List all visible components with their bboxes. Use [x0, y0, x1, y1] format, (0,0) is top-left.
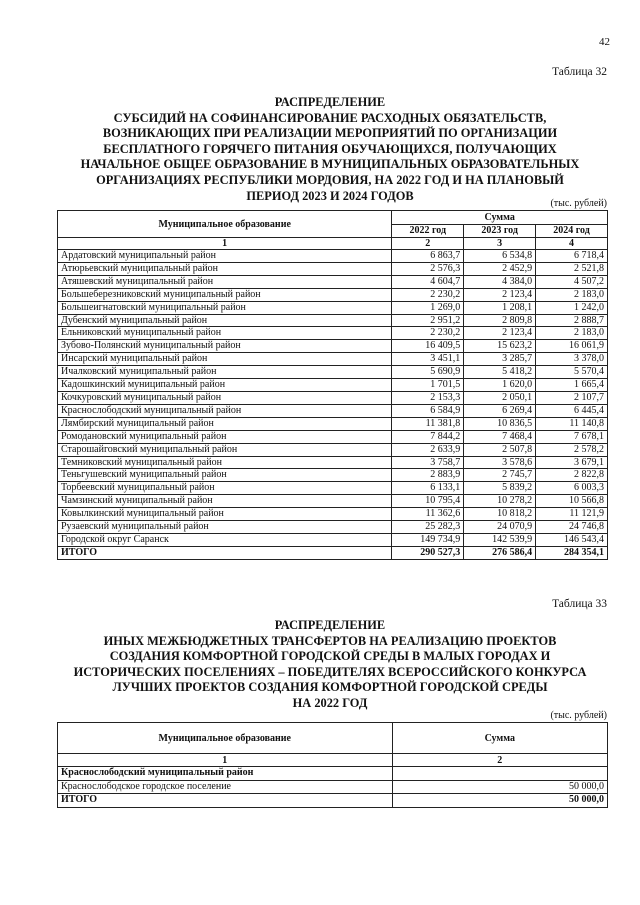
- section-row: [58, 767, 608, 781]
- amount-cell: 10 836,5: [464, 417, 536, 430]
- amount-cell: 2 230,2: [392, 327, 464, 340]
- amount-cell: 2 951,2: [392, 314, 464, 327]
- total-row: [58, 794, 608, 808]
- amount-cell: 6 133,1: [392, 482, 464, 495]
- table-row: [58, 417, 608, 430]
- amount-cell: 5 839,2: [464, 482, 536, 495]
- amount-cell: 149 734,9: [392, 533, 464, 546]
- col-number: 4: [536, 238, 608, 250]
- amount-cell: 6 534,8: [464, 250, 536, 263]
- table-row: [58, 301, 608, 314]
- amount-cell: 2 153,3: [392, 391, 464, 404]
- amount-cell: 6 445,4: [536, 404, 608, 417]
- municipality-cell: Кочкуровский муниципальный район: [58, 391, 392, 404]
- amount-cell: 11 381,8: [392, 417, 464, 430]
- col-header-sum: Сумма: [392, 723, 607, 754]
- amount-cell: 2 230,2: [392, 288, 464, 301]
- amount-cell: 6 718,4: [536, 250, 608, 263]
- title-line: БЕСПЛАТНОГО ГОРЯЧЕГО ПИТАНИЯ ОБУЧАЮЩИХСЯ, ПОЛУЧАЮЩИХ: [103, 141, 557, 156]
- amount-cell: 7 468,4: [464, 430, 536, 443]
- amount-cell: 3 578,6: [464, 456, 536, 469]
- table-row: [58, 508, 608, 521]
- col-header-year: 2024 год: [536, 224, 608, 238]
- amount-cell: 2 888,7: [536, 314, 608, 327]
- table-row: [58, 443, 608, 456]
- amount-cell: 11 362,6: [392, 508, 464, 521]
- title-line: РАСПРЕДЕЛЕНИЕ: [274, 618, 386, 632]
- municipality-cell: Лямбирский муниципальный район: [58, 417, 392, 430]
- col-header-municipality: Муниципальное образование: [58, 723, 393, 754]
- municipality-cell: Ельниковский муниципальный район: [58, 327, 392, 340]
- title-line: ПЕРИОД 2023 И 2024 ГОДОВ: [246, 188, 414, 203]
- amount-cell: 146 543,4: [536, 533, 608, 546]
- amount-cell: 5 690,9: [392, 366, 464, 379]
- amount-cell: 2 578,2: [536, 443, 608, 456]
- amount-cell: 10 278,2: [464, 495, 536, 508]
- amount-cell: 1 208,1: [464, 301, 536, 314]
- amount-cell: 2 809,8: [464, 314, 536, 327]
- amount-cell: 6 584,9: [392, 404, 464, 417]
- municipality-cell: Краснослободское городское поселение: [58, 780, 393, 794]
- amount-cell: 24 746,8: [536, 521, 608, 534]
- municipality-cell: Городской округ Саранск: [58, 533, 392, 546]
- table-32-label: Таблица 32: [552, 66, 607, 78]
- table-row: [58, 533, 608, 546]
- amount-cell: 10 566,8: [536, 495, 608, 508]
- municipality-cell: Ромодановский муниципальный район: [58, 430, 392, 443]
- municipality-cell: Ардатовский муниципальный район: [58, 250, 392, 263]
- amount-cell: 10 795,4: [392, 495, 464, 508]
- municipality-cell: Темниковский муниципальный район: [58, 456, 392, 469]
- amount-cell: 3 758,7: [392, 456, 464, 469]
- table-row: [58, 250, 608, 263]
- municipality-cell: Большеберезниковский муниципальный район: [58, 288, 392, 301]
- amount-cell: 4 604,7: [392, 275, 464, 288]
- table-row: [58, 327, 608, 340]
- table-row: [58, 469, 608, 482]
- amount-cell: 142 539,9: [464, 533, 536, 546]
- table-32-unit: (тыс. рублей): [550, 198, 607, 209]
- amount-cell: 3 451,1: [392, 353, 464, 366]
- table-row: [58, 379, 608, 392]
- table-33: [57, 722, 608, 808]
- amount-cell: 2 183,0: [536, 288, 608, 301]
- amount-cell: 50 000,0: [392, 794, 607, 808]
- amount-cell: 4 507,2: [536, 275, 608, 288]
- table-row: [58, 521, 608, 534]
- table-row: [58, 314, 608, 327]
- amount-cell: 16 061,9: [536, 340, 608, 353]
- amount-cell: 5 418,2: [464, 366, 536, 379]
- amount-cell: 2 507,8: [464, 443, 536, 456]
- municipality-cell: Инсарский муниципальный район: [58, 353, 392, 366]
- amount-cell: 50 000,0: [392, 780, 607, 794]
- col-number: 2: [392, 754, 607, 767]
- col-number: 1: [58, 754, 393, 767]
- amount-cell: 7 844,2: [392, 430, 464, 443]
- municipality-cell: ИТОГО: [58, 794, 393, 808]
- amount-cell: 1 701,5: [392, 379, 464, 392]
- municipality-cell: Краснослободский муниципальный район: [58, 404, 392, 417]
- amount-cell: 2 123,4: [464, 288, 536, 301]
- title-line: СОЗДАНИЯ КОМФОРТНОЙ ГОРОДСКОЙ СРЕДЫ В МАЛЫХ ГОРОДАХ И: [109, 649, 551, 664]
- amount-cell: 2 883,9: [392, 469, 464, 482]
- municipality-cell: Кадошкинский муниципальный район: [58, 379, 392, 392]
- table-row: [58, 430, 608, 443]
- amount-cell: 3 285,7: [464, 353, 536, 366]
- amount-cell: 1 665,4: [536, 379, 608, 392]
- page-number: 42: [599, 36, 610, 48]
- municipality-cell: ИТОГО: [58, 546, 392, 559]
- amount-cell: 5 570,4: [536, 366, 608, 379]
- table-row: [58, 262, 608, 275]
- municipality-cell: Атюрьевский муниципальный район: [58, 262, 392, 275]
- title-line: ОРГАНИЗАЦИЯХ РЕСПУБЛИКИ МОРДОВИЯ, НА 2022 ГОД И НА ПЛАНОВЫЙ: [96, 172, 564, 187]
- empty-cell: [392, 767, 607, 781]
- table-row: [58, 456, 608, 469]
- table-row: [58, 353, 608, 366]
- col-number: 1: [58, 238, 392, 250]
- amount-cell: 10 818,2: [464, 508, 536, 521]
- amount-cell: 1 242,0: [536, 301, 608, 314]
- municipality-cell: Зубово-Полянский муниципальный район: [58, 340, 392, 353]
- amount-cell: 1 620,0: [464, 379, 536, 392]
- table-row: [58, 275, 608, 288]
- amount-cell: 11 140,8: [536, 417, 608, 430]
- municipality-cell: Ковылкинский муниципальный район: [58, 508, 392, 521]
- amount-cell: 6 269,4: [464, 404, 536, 417]
- municipality-cell: Атяшевский муниципальный район: [58, 275, 392, 288]
- municipality-cell: Дубенский муниципальный район: [58, 314, 392, 327]
- table-33-label: Таблица 33: [552, 598, 607, 610]
- section-title: Краснослободский муниципальный район: [58, 767, 393, 781]
- amount-cell: 15 623,2: [464, 340, 536, 353]
- table-32-title: [40, 95, 620, 204]
- amount-cell: 11 121,9: [536, 508, 608, 521]
- municipality-cell: Большеигнатовский муниципальный район: [58, 301, 392, 314]
- col-header-year: 2022 год: [392, 224, 464, 238]
- table-33-title: [40, 618, 620, 712]
- amount-cell: 4 384,0: [464, 275, 536, 288]
- municipality-cell: Рузаевский муниципальный район: [58, 521, 392, 534]
- title-line: ИСТОРИЧЕСКИХ ПОСЕЛЕНИЯХ – ПОБЕДИТЕЛЯХ ВСЕРОССИЙСКОГО КОНКУРСА: [73, 664, 587, 679]
- amount-cell: 2 633,9: [392, 443, 464, 456]
- amount-cell: 2 521,8: [536, 262, 608, 275]
- amount-cell: 3 378,0: [536, 353, 608, 366]
- table-row: [58, 340, 608, 353]
- amount-cell: 2 822,8: [536, 469, 608, 482]
- title-line: СУБСИДИЙ НА СОФИНАНСИРОВАНИЕ РАСХОДНЫХ ОБЯЗАТЕЛЬСТВ,: [113, 110, 547, 125]
- title-line: НАЧАЛЬНОЕ ОБЩЕЕ ОБРАЗОВАНИЕ В МУНИЦИПАЛЬНЫХ ОБРАЗОВАТЕЛЬНЫХ: [80, 157, 580, 172]
- municipality-cell: Теньгушевский муниципальный район: [58, 469, 392, 482]
- title-line: ВОЗНИКАЮЩИХ ПРИ РЕАЛИЗАЦИИ МЕРОПРИЯТИЙ ПО ОРГАНИЗАЦИИ: [102, 126, 558, 141]
- amount-cell: 2 123,4: [464, 327, 536, 340]
- col-header-year: 2023 год: [464, 224, 536, 238]
- table-row: [58, 391, 608, 404]
- municipality-cell: Торбеевский муниципальный район: [58, 482, 392, 495]
- col-header-sum: Сумма: [392, 211, 608, 225]
- table-33-unit: (тыс. рублей): [550, 710, 607, 721]
- title-line: НА 2022 ГОД: [292, 695, 368, 710]
- amount-cell: 2 576,3: [392, 262, 464, 275]
- municipality-cell: Ичалковский муниципальный район: [58, 366, 392, 379]
- title-line: ИНЫХ МЕЖБЮДЖЕТНЫХ ТРАНСФЕРТОВ НА РЕАЛИЗАЦИЮ ПРОЕКТОВ: [103, 633, 557, 648]
- amount-cell: 16 409,5: [392, 340, 464, 353]
- col-header-municipality: Муниципальное образование: [58, 211, 392, 238]
- amount-cell: 6 003,3: [536, 482, 608, 495]
- title-line: ЛУЧШИХ ПРОЕКТОВ СОЗДАНИЯ КОМФОРТНОЙ ГОРОДСКОЙ СРЕДЫ: [112, 680, 548, 695]
- amount-cell: 2 745,7: [464, 469, 536, 482]
- amount-cell: 25 282,3: [392, 521, 464, 534]
- amount-cell: 6 863,7: [392, 250, 464, 263]
- amount-cell: 2 183,0: [536, 327, 608, 340]
- amount-cell: 1 269,0: [392, 301, 464, 314]
- amount-cell: 3 679,1: [536, 456, 608, 469]
- col-number: 3: [464, 238, 536, 250]
- amount-cell: 7 678,1: [536, 430, 608, 443]
- municipality-cell: Чамзинский муниципальный район: [58, 495, 392, 508]
- table-row: [58, 288, 608, 301]
- amount-cell: 2 452,9: [464, 262, 536, 275]
- amount-cell: 2 107,7: [536, 391, 608, 404]
- table-row: [58, 366, 608, 379]
- amount-cell: 24 070,9: [464, 521, 536, 534]
- col-number: 2: [392, 238, 464, 250]
- total-row: [58, 546, 608, 559]
- table-row: [58, 482, 608, 495]
- table-row: [58, 404, 608, 417]
- amount-cell: 2 050,1: [464, 391, 536, 404]
- title-line: РАСПРЕДЕЛЕНИЕ: [274, 95, 386, 109]
- table-row: [58, 495, 608, 508]
- amount-cell: 284 354,1: [536, 546, 608, 559]
- amount-cell: 276 586,4: [464, 546, 536, 559]
- municipality-cell: Старошайговский муниципальный район: [58, 443, 392, 456]
- table-32: [57, 210, 608, 560]
- table-row: [58, 780, 608, 794]
- amount-cell: 290 527,3: [392, 546, 464, 559]
